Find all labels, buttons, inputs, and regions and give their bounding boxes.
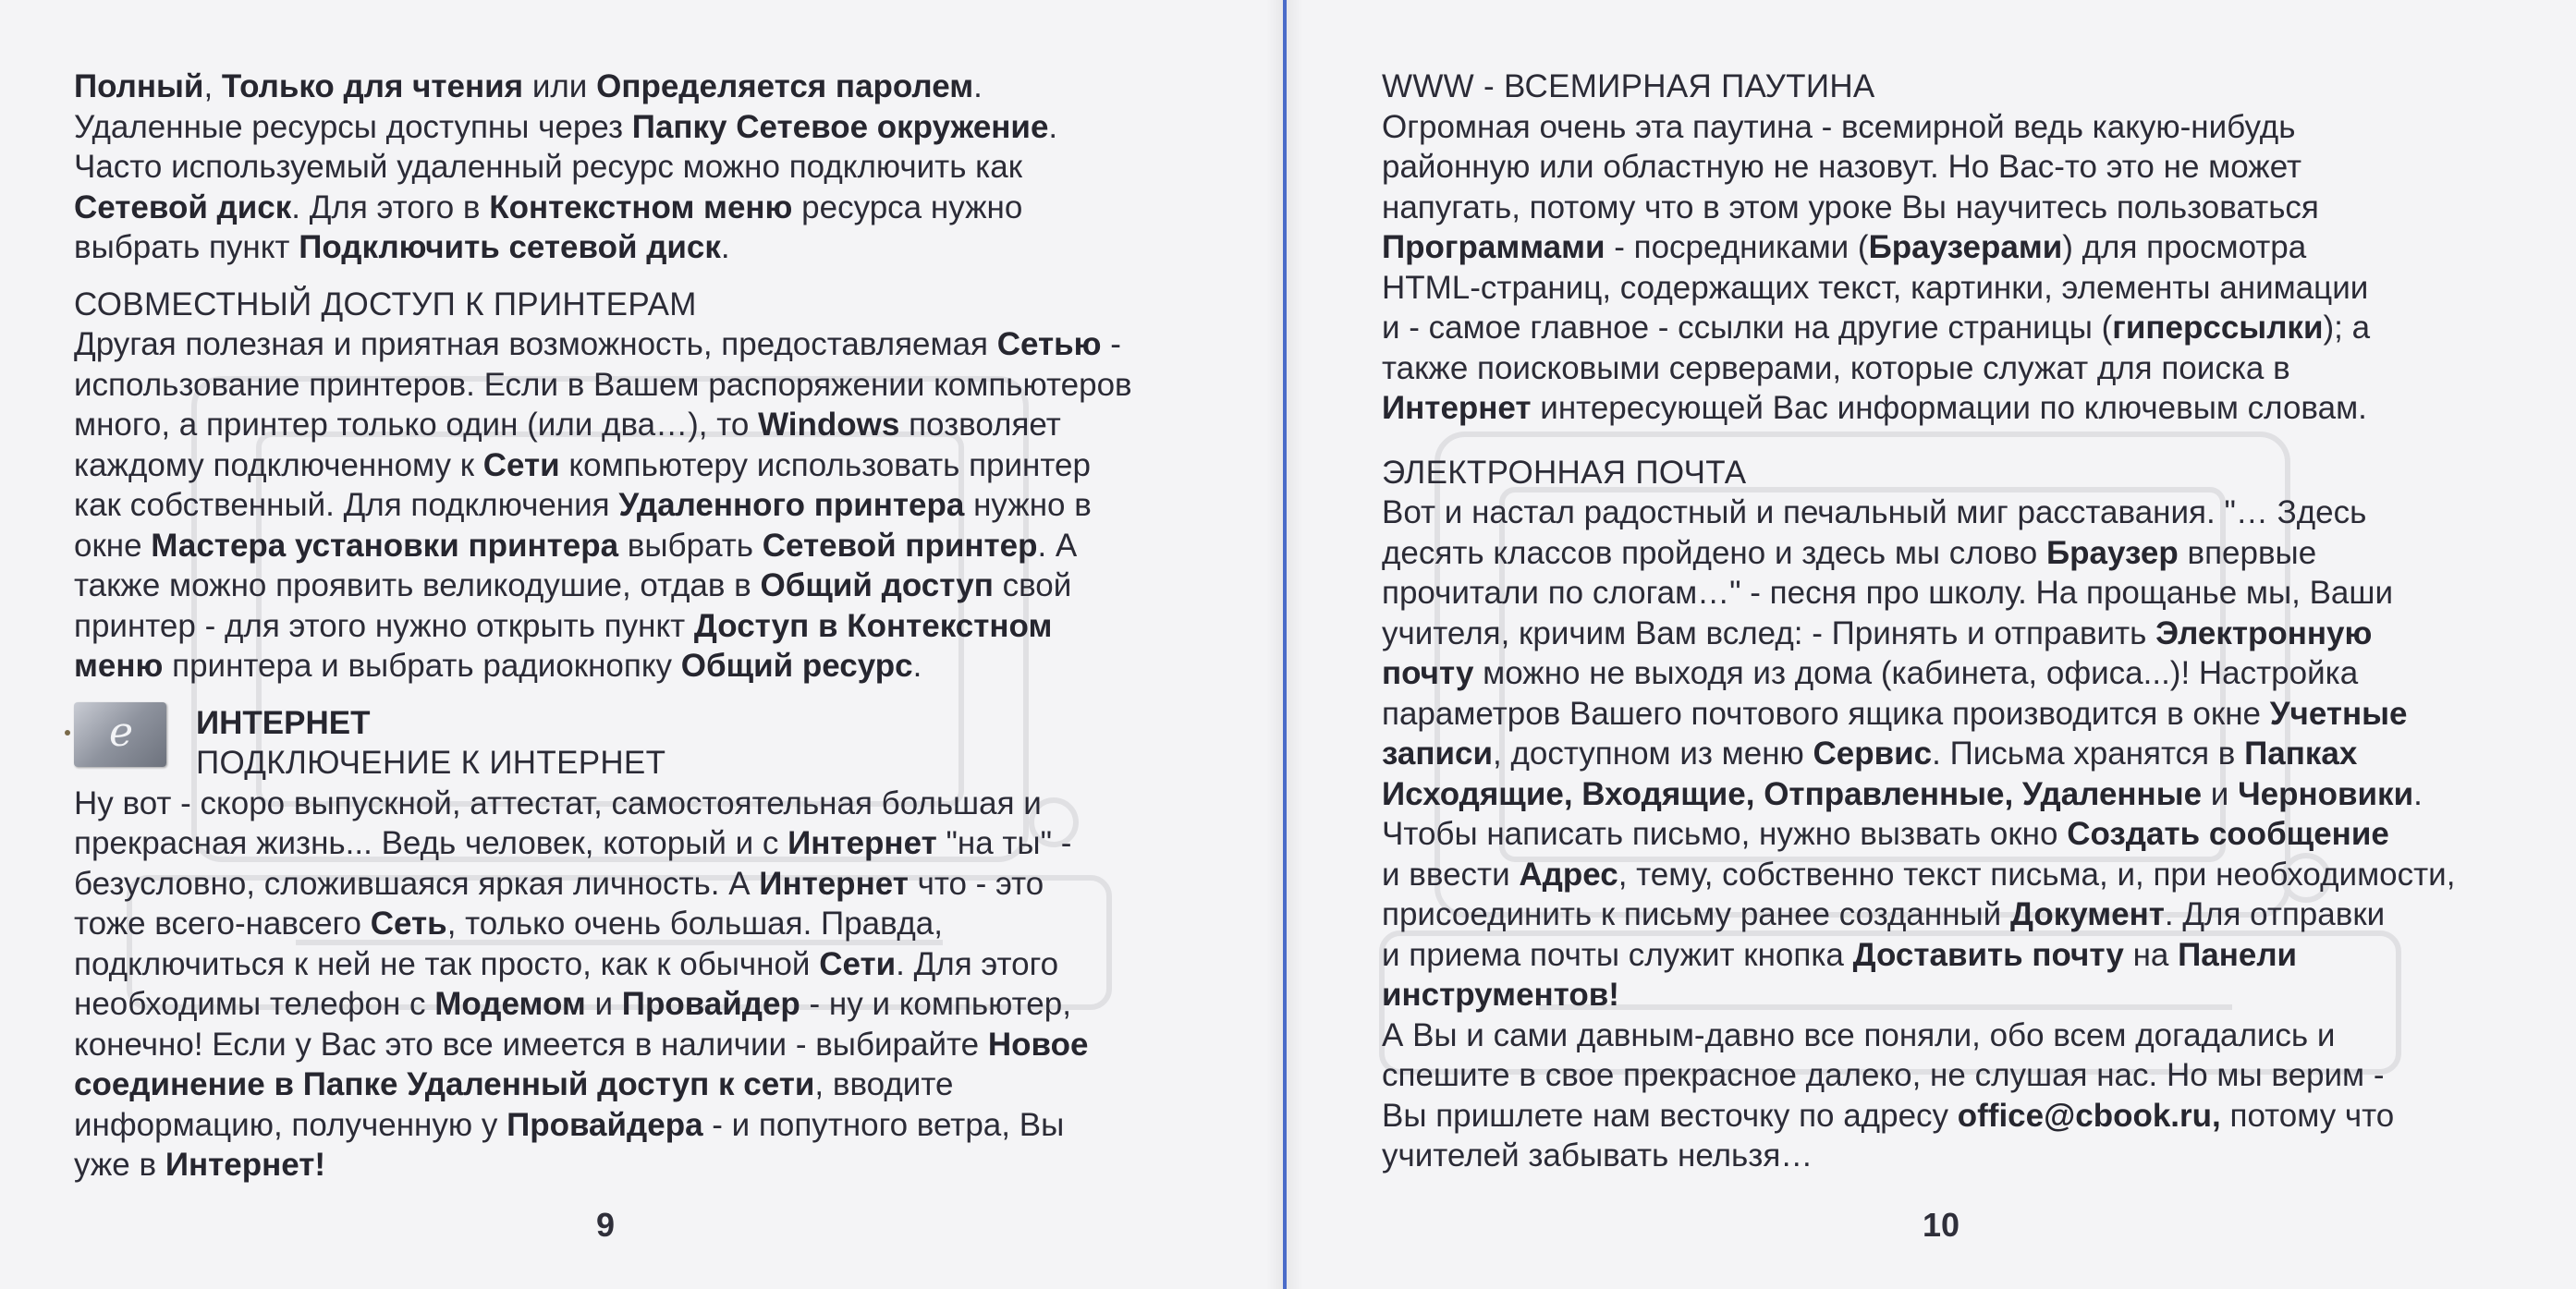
bold-term: Создать сообщение (2067, 816, 2389, 852)
rich-line (74, 1025, 1220, 1065)
rich-line (1382, 348, 2542, 389)
text-segment: HTML-страниц, содержащих текст, картинки, элементы анимации (1382, 269, 2369, 306)
text-segment: - посредниками ( (1605, 229, 1869, 265)
text-segment: принтера и выбрать радиокнопку (163, 648, 681, 684)
bold-term: Общий ресурс (680, 648, 913, 684)
bold-term: Windows (758, 407, 900, 443)
text-segment: параметров Вашего почтового ящика производится в окне (1382, 695, 2270, 732)
rich-line (1382, 1015, 2542, 1056)
rich-line (1382, 308, 2542, 348)
printers-heading: СОВМЕСТНЫЙ ДОСТУП К ПРИНТЕРАМ (74, 286, 697, 322)
rich-line (74, 405, 1220, 445)
bold-term: Полный (74, 68, 204, 104)
rich-line (74, 107, 1220, 148)
rich-line (1382, 268, 2542, 309)
text-segment: компьютеру использовать принтер (559, 446, 1091, 483)
text-segment: Чтобы написать письмо, нужно вызвать окно (1382, 816, 2068, 852)
text-segment: . (1048, 108, 1058, 145)
text-segment: десять классов пройдено и здесь мы слово (1382, 534, 2046, 571)
bold-term: гиперссылки (2112, 310, 2324, 346)
rich-line (74, 823, 1220, 864)
text-segment: и приема почты служит кнопка (1382, 936, 1853, 973)
text-segment: тоже всего-навсего (74, 906, 371, 942)
rich-line (1382, 492, 2542, 533)
page-number-right: 10 (1923, 1206, 1960, 1244)
rich-line (1382, 975, 2542, 1015)
text-segment: ресурса нужно (792, 188, 1023, 225)
text-segment: . Для этого (896, 945, 1059, 982)
left-page (0, 0, 1280, 1289)
text-segment: подключиться к ней не так просто, как к обычной (74, 945, 820, 982)
text-segment: что - это (908, 865, 1044, 902)
text-segment: прочитали по слогам…" - песня про школу. На прощанье мы, Ваши (1382, 575, 2394, 611)
bold-term: инструментов! (1382, 977, 1619, 1013)
text-segment: свой (993, 567, 1072, 603)
rich-line (1382, 533, 2542, 574)
text-segment: . (912, 648, 922, 684)
bold-term: Сетевой принтер (762, 527, 1038, 564)
bold-term: Контекстном меню (489, 188, 793, 225)
text-segment: можно не выходя из дома (кабинета, офиса...)! Настройка (1473, 655, 2359, 691)
bold-term: Модемом (434, 986, 586, 1022)
rich-line (74, 445, 1220, 486)
rich-line (74, 864, 1220, 905)
bold-term: Провайдер (621, 986, 800, 1022)
bold-term: Браузер (2045, 534, 2179, 571)
bold-term: Новое (987, 1026, 1089, 1063)
bold-term: Провайдера (507, 1106, 703, 1143)
rich-line (74, 784, 1220, 824)
rich-line (74, 606, 1220, 647)
right-text-block (1382, 67, 2542, 1176)
text-segment: Вот и настал радостный и печальный миг расставания. "… Здесь (1382, 494, 2367, 530)
text-segment: , только очень большая. Правда, (446, 906, 943, 942)
bold-term: Сервис (1813, 736, 1933, 772)
bold-term: Папку Сетевое окружение (631, 108, 1049, 145)
bold-term: Интернет (759, 865, 909, 902)
text-segment: . (973, 68, 983, 104)
text-segment: А Вы и сами давным-давно все поняли, обо всем догадались и (1382, 1016, 2336, 1053)
rich-line (1382, 935, 2542, 976)
text-segment: . Для этого в (291, 188, 490, 225)
internet-title: ИНТЕРНЕТ (196, 704, 371, 741)
text-segment: также поисковыми серверами, которые служат для поиска в (1382, 349, 2290, 386)
page-number-left: 9 (596, 1206, 616, 1244)
rich-line (74, 526, 1220, 566)
bold-term: Панели (2178, 936, 2298, 973)
bold-term: Общий доступ (760, 567, 994, 603)
text-segment: Ну вот - скоро выпускной, аттестат, самостоятельная большая и (74, 784, 1042, 821)
text-segment: учителя, кричим Вам вслед: - Принять и отправить (1382, 614, 2156, 651)
rich-line (74, 565, 1220, 606)
rich-line (1382, 814, 2542, 855)
rich-line (74, 1145, 1220, 1186)
left-text-block (74, 67, 1220, 1186)
text-segment: . Письма хранятся в (1932, 736, 2245, 772)
bold-term: соединение в Папке Удаленный доступ к сети (74, 1066, 815, 1102)
internet-explorer-icon (74, 702, 166, 767)
text-segment: Огромная очень эта паутина - всемирной ведь какую-нибудь (1382, 108, 2296, 145)
rich-line (74, 67, 1220, 107)
text-segment: , тему, собственно текст письма, и, при необходимости, (1618, 856, 2456, 893)
text-segment: позволяет (899, 407, 1061, 443)
text-segment: потому что (2220, 1097, 2395, 1134)
text-segment: "на ты" - (936, 825, 1072, 861)
internet-subtitle: ПОДКЛЮЧЕНИЕ К ИНТЕРНЕТ (196, 745, 666, 781)
text-segment: , доступном из меню (1493, 736, 1813, 772)
text-segment: Удаленные ресурсы доступны через (74, 108, 632, 145)
text-segment: и (585, 986, 622, 1022)
text-segment: ) для просмотра (2062, 229, 2307, 265)
rich-line (1382, 734, 2542, 774)
text-segment: районную или областную не назовут. Но Вас-то это не может (1382, 149, 2302, 185)
text-segment: выбрать пункт (74, 229, 299, 265)
rich-line (1382, 894, 2542, 935)
book-fold-line (1283, 0, 1287, 1289)
rich-line (1382, 855, 2542, 895)
text-segment: спешите в свое прекрасное далеко, не слушая нас. Но мы верим - (1382, 1057, 2385, 1093)
bold-term: Сети (482, 446, 560, 483)
rich-line (74, 646, 1220, 687)
rich-line (1382, 1136, 2542, 1176)
bold-term: Сети (819, 945, 897, 982)
text-segment: безусловно, сложившаяся яркая личность. А (74, 865, 760, 902)
text-segment: , вводите (814, 1066, 954, 1102)
bold-term: Сетью (996, 326, 1102, 362)
rich-line (1382, 227, 2542, 268)
bold-term: Определяется паролем (596, 68, 974, 104)
text-segment: использование принтеров. Если в Вашем распоряжении компьютеров (74, 366, 1132, 403)
bold-term: почту (1382, 655, 1474, 691)
rich-line (1382, 1096, 2542, 1137)
text-segment: или (523, 68, 597, 104)
bold-term: Подключить сетевой диск (299, 229, 721, 265)
right-page (1289, 0, 2576, 1289)
internet-icon-glyph: e (108, 709, 134, 756)
rich-line (74, 485, 1220, 526)
bold-term: записи (1382, 736, 1494, 772)
text-segment: - и попутного ветра, Вы (702, 1106, 1065, 1143)
rich-line (74, 147, 1220, 188)
bold-term: Сетевой диск (74, 188, 292, 225)
bold-term: Черновики (2238, 775, 2414, 812)
text-segment: Часто используемый удаленный ресурс можно подключить как (74, 149, 1023, 185)
rich-line (74, 944, 1220, 985)
rich-line (74, 365, 1220, 406)
text-segment: учителей забывать нельзя… (1382, 1137, 1813, 1173)
text-segment: принтер - для этого нужно открыть пункт (74, 607, 694, 644)
text-segment: . Для отправки (2164, 896, 2386, 932)
text-segment: и - самое главное - ссылки на другие страницы ( (1382, 310, 2113, 346)
rich-line (1382, 147, 2542, 188)
text-segment: , (203, 68, 222, 104)
text-segment: конечно! Если у Вас это все имеется в наличии - выбирайте (74, 1026, 988, 1063)
rich-line (74, 227, 1220, 268)
text-segment: . (2413, 775, 2423, 812)
rich-line (1382, 774, 2542, 815)
text-segment: выбрать (618, 527, 763, 564)
bold-term: Папках (2244, 736, 2358, 772)
rich-line (1382, 388, 2542, 429)
text-segment: прекрасная жизнь... Ведь человек, который и с (74, 825, 788, 861)
www-heading: WWW - ВСЕМИРНАЯ ПАУТИНА (1382, 68, 1875, 104)
bold-term: Документ (2009, 896, 2165, 932)
rich-line (74, 984, 1220, 1025)
text-segment: окне (74, 527, 152, 564)
text-segment: Другая полезная и приятная возможность, предоставляемая (74, 326, 997, 362)
bold-term: Только для чтения (221, 68, 524, 104)
rich-line (1382, 573, 2542, 614)
bold-term: Исходящие, Входящие, Отправленные, Удаленные (1382, 775, 2203, 812)
bold-term: Удаленного принтера (618, 487, 965, 523)
text-segment: ); а (2323, 310, 2371, 346)
text-segment: интересующей Вас информации по ключевым словам. (1531, 390, 2367, 426)
text-segment: каждому подключенному к (74, 446, 483, 483)
rich-line (1382, 1055, 2542, 1096)
rich-line (1382, 188, 2542, 228)
bold-term: меню (74, 648, 164, 684)
internet-title-line (74, 703, 1220, 744)
text-segment: уже в (74, 1147, 165, 1183)
text-segment: нужно в (964, 487, 1092, 523)
rich-line (74, 324, 1220, 365)
text-segment: Вы пришлете нам весточку по адресу (1382, 1097, 1958, 1134)
rich-line (74, 1105, 1220, 1146)
text-segment: - (1101, 326, 1121, 362)
rich-line (1382, 653, 2542, 694)
mail-heading: ЭЛЕКТРОННАЯ ПОЧТА (1382, 454, 1747, 491)
bold-term: Браузерами (1868, 229, 2063, 265)
bold-term: Интернет! (165, 1147, 326, 1183)
text-segment: впервые (2178, 534, 2317, 571)
text-segment: - ну и компьютер, (800, 986, 1071, 1022)
text-segment: много, а принтер только один (или два…), то (74, 407, 759, 443)
bold-term: Учетные (2269, 695, 2408, 732)
bold-term: Сеть (370, 906, 447, 942)
ink-dot (65, 730, 70, 736)
rich-line (1382, 107, 2542, 148)
rich-line (1382, 614, 2542, 654)
text-segment: присоединить к письму ранее созданный (1382, 896, 2010, 932)
rich-line (74, 904, 1220, 944)
bold-term: Электронную (2155, 614, 2373, 651)
text-segment: . А (1037, 527, 1078, 564)
rich-line (74, 1064, 1220, 1105)
bold-term: Адрес (1519, 856, 1618, 893)
rich-line (1382, 694, 2542, 735)
bold-term: office@cbook.ru, (1957, 1097, 2221, 1134)
text-segment: информацию, полученную у (74, 1106, 507, 1143)
rich-line (74, 188, 1220, 228)
bold-term: Доставить почту (1852, 936, 2124, 973)
bold-term: Интернет (787, 825, 937, 861)
text-segment: и (2202, 775, 2239, 812)
text-segment: . (720, 229, 730, 265)
text-segment: необходимы телефон с (74, 986, 435, 1022)
bold-term: Программами (1382, 229, 1605, 265)
bold-term: Доступ в Контекстном (693, 607, 1053, 644)
text-segment: на (2123, 936, 2179, 973)
text-segment: как собственный. Для подключения (74, 487, 619, 523)
text-segment: также можно проявить великодушие, отдав в (74, 567, 761, 603)
text-segment: и ввести (1382, 856, 1520, 893)
text-segment: напугать, потому что в этом уроке Вы научитесь пользоваться (1382, 188, 2319, 225)
bold-term: Интернет (1382, 390, 1532, 426)
bold-term: Мастера установки принтера (151, 527, 619, 564)
